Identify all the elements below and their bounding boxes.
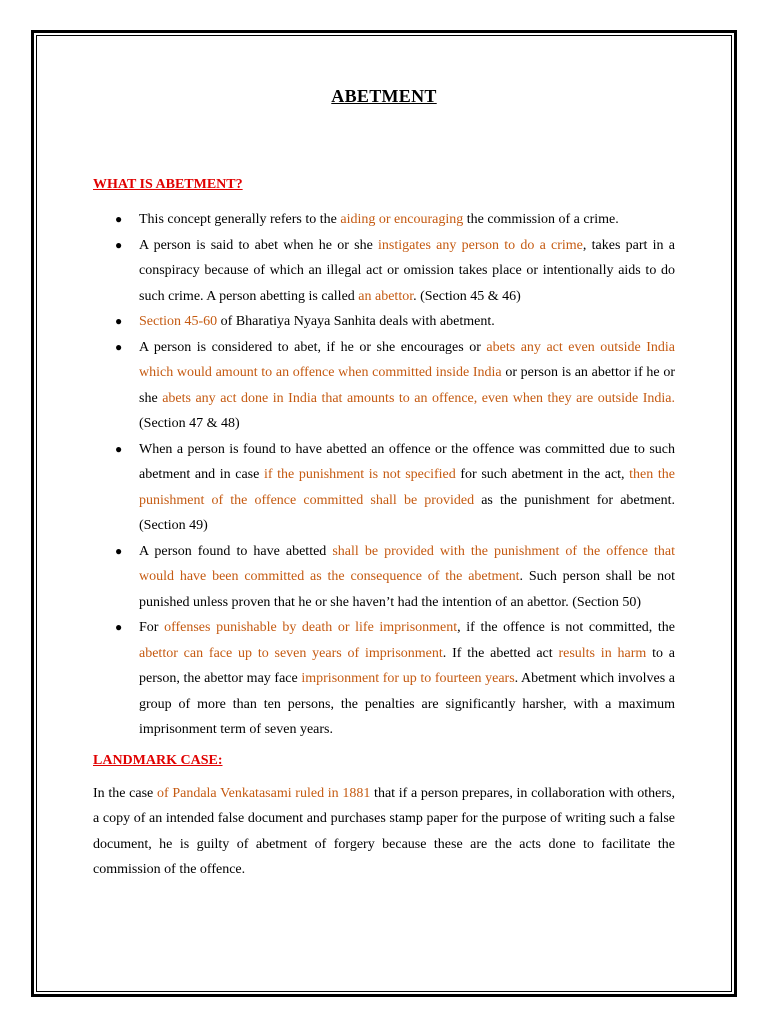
bullet-item [93,309,675,335]
highlighted-text: abets any act done in India that amounts to an offence, even when they are outside India. [162,390,675,406]
text-run: , takes part in a conspiracy because of which an illegal act or omission takes place or intentionally aids to do such crime. A person abetting is called [139,237,675,304]
text-run: This concept generally refers to the [139,212,341,227]
highlighted-text: of Pandala Venkatasami ruled in 1881 [156,785,371,801]
text-run: , if the offence is not committed, the [457,620,675,635]
text-run: . Abetment which involves a group of more than ten persons, the penalties are significantly harsher, with a maximum imprisonment term of seven years. [139,671,675,737]
text-run: or person is an abettor if he or she [139,365,675,406]
bullet-item [93,335,675,437]
text-run: A person found to have abetted [139,543,333,559]
text-run: the commission of a crime. [463,212,619,227]
highlighted-text: aiding or encouraging [340,212,464,227]
bullet-text [139,620,675,737]
bullet-text [139,314,495,329]
highlighted-text: shall be provided with the punishment of the offence that would have been committed as the consequence of the abetment [139,543,676,584]
highlighted-text: imprisonment for up to fourteen years [301,671,515,686]
bullet-icon: ● [115,314,123,328]
text-run: . If the abetted act [442,645,559,661]
bullet-icon: ● [115,339,123,354]
highlighted-text: then the punishment of the offence committed shall be provided [139,467,675,508]
bullet-text [139,340,675,432]
bullet-text [139,212,619,227]
bullet-icon: ● [115,237,123,252]
bullet-icon: ● [115,543,123,558]
bullet-item [93,539,675,616]
bullet-item [93,437,675,539]
bullet-text [139,544,675,610]
highlighted-text: results in harm [558,645,647,661]
highlighted-text: abettor can face up to seven years of imprisonment [139,645,443,661]
text-run: For [139,620,165,635]
bullet-item [93,615,675,743]
text-run: for such abetment in the act, [455,467,630,482]
bullet-icon: ● [115,212,123,226]
document-page [93,86,675,883]
highlighted-text: Section 45-60 [139,314,218,329]
text-run: In the case [93,785,157,801]
bullet-text [139,238,675,304]
bullet-icon: ● [115,620,123,634]
bullet-item [93,233,675,310]
text-run: that if a person prepares, in collaboration with others, a copy of an intended false document and purchases stamp paper for the purpose of writing such a false document, he is guilty of abetment of forgery because these are the acts done to facilitate the commission of the offence. [93,785,675,877]
text-run: of Bharatiya Nyaya Sanhita deals with abetment. [217,314,495,329]
text-run: When a person is found to have abetted an offence or the offence was committed due to such abetment and in case [139,441,675,482]
text-run: as the punishment for abetment. (Section 49) [139,492,675,533]
highlighted-text: instigates any person to do a crime [378,237,583,253]
bullet-list [93,207,675,743]
text-run: to a person, the abettor may face [139,645,675,686]
text-run: . (Section 45 & 46) [413,288,521,304]
text-run: A person is considered to abet, if he or she encourages or [139,339,487,355]
text-run: . Such person shall be not punished unless proven that he or she haven’t had the intention of an abettor. (Section 50) [139,569,676,610]
section-heading-landmark-case: LANDMARK CASE: [93,752,223,768]
text-run: (Section 47 & 48) [139,416,240,431]
bullet-text [139,442,675,534]
case-text [93,786,675,878]
document-title: ABETMENT [331,86,437,106]
section-heading-what-is-abetment: WHAT IS ABETMENT? [93,177,243,192]
highlighted-text: if the punishment is not specified [263,467,456,482]
case-paragraph [93,781,675,883]
highlighted-text: abets any act even outside India which would amount to an offence when committed inside India [139,339,675,380]
bullet-item [93,207,675,233]
highlighted-text: an abettor [358,288,414,304]
highlighted-text: offenses punishable by death or life imprisonment [164,620,458,635]
text-run: A person is said to abet when he or she [139,237,379,253]
bullet-icon: ● [115,441,123,456]
